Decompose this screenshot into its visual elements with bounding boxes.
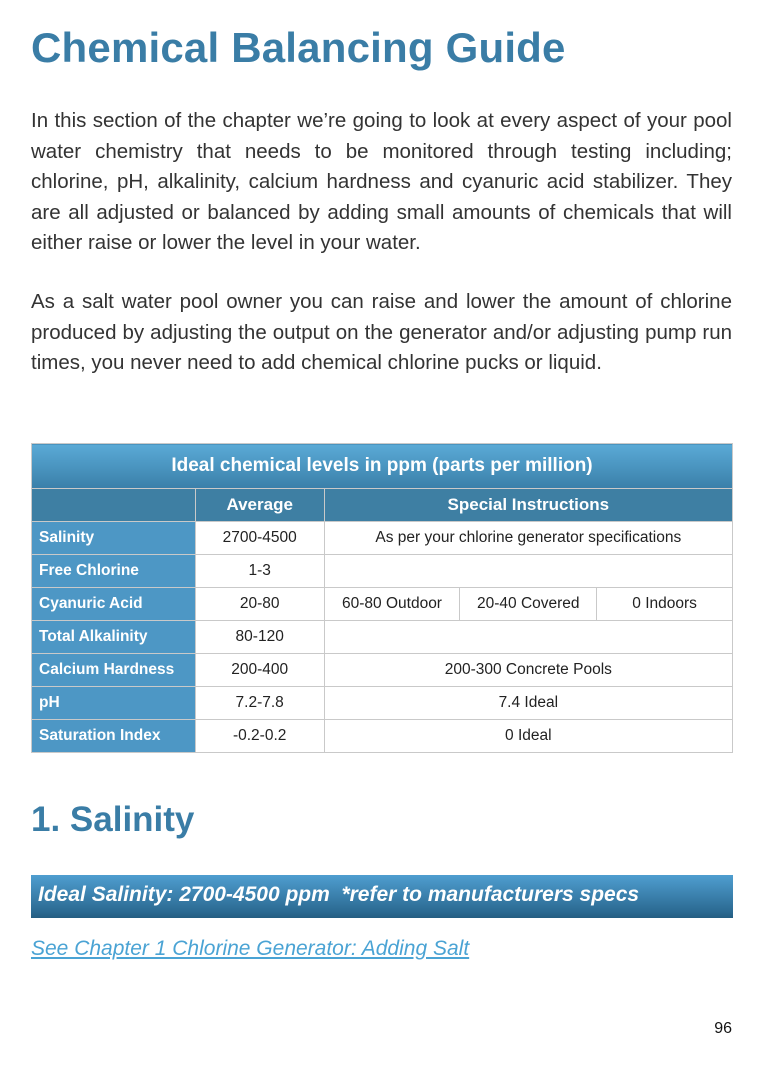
special-instruction: 60-80 Outdoor bbox=[324, 588, 460, 621]
average-value: 200-400 bbox=[195, 654, 324, 687]
section-title: 1. Salinity bbox=[31, 800, 195, 839]
table-row bbox=[32, 687, 733, 720]
special-instruction: 7.4 Ideal bbox=[324, 687, 732, 720]
average-value: 2700-4500 bbox=[195, 522, 324, 555]
average-value: -0.2-0.2 bbox=[195, 720, 324, 753]
table-row bbox=[32, 720, 733, 753]
row-label: Saturation Index bbox=[32, 720, 196, 753]
special-instruction: 20-40 Covered bbox=[460, 588, 597, 621]
average-value: 80-120 bbox=[195, 621, 324, 654]
page-number: 96 bbox=[714, 1020, 732, 1037]
chemical-levels-table bbox=[31, 443, 733, 753]
row-label: Calcium Hardness bbox=[32, 654, 196, 687]
header-average: Average bbox=[195, 489, 324, 522]
row-label: Salinity bbox=[32, 522, 196, 555]
table-caption: Ideal chemical levels in ppm (parts per million) bbox=[32, 444, 733, 489]
header-special-instructions: Special Instructions bbox=[324, 489, 732, 522]
header-blank bbox=[32, 489, 196, 522]
row-label: Total Alkalinity bbox=[32, 621, 196, 654]
special-instruction bbox=[324, 621, 732, 654]
table-row bbox=[32, 555, 733, 588]
table-row bbox=[32, 621, 733, 654]
row-label: Free Chlorine bbox=[32, 555, 196, 588]
special-instruction: 200-300 Concrete Pools bbox=[324, 654, 732, 687]
table-row bbox=[32, 588, 733, 621]
special-instruction: As per your chlorine generator specifications bbox=[324, 522, 732, 555]
row-label: pH bbox=[32, 687, 196, 720]
row-label: Cyanuric Acid bbox=[32, 588, 196, 621]
table-row bbox=[32, 654, 733, 687]
ideal-salinity-banner: Ideal Salinity: 2700-4500 ppm *refer to manufacturers specs bbox=[31, 875, 733, 918]
average-value: 1-3 bbox=[195, 555, 324, 588]
salt-owner-paragraph: As a salt water pool owner you can raise and lower the amount of chlorine produced by adjusting the output on the generator and/or adjusting pump run times, you never need to add chemical chlorine pucks or liquid. bbox=[31, 290, 732, 374]
special-instruction: 0 Indoors bbox=[597, 588, 733, 621]
average-value: 20-80 bbox=[195, 588, 324, 621]
intro-paragraph: In this section of the chapter we’re going to look at every aspect of your pool water chemistry that needs to be monitored through testing including; chlorine, pH, alkalinity, calcium hardness and cyanuric acid stabilizer. They are all adjusted or balanced by adding small amounts of chemicals that will either raise or lower the level in your water. bbox=[31, 109, 732, 254]
page-title: Chemical Balancing Guide bbox=[31, 24, 566, 71]
special-instruction bbox=[324, 555, 732, 588]
chapter-link[interactable]: See Chapter 1 Chlorine Generator: Adding Salt bbox=[31, 937, 470, 960]
table-row bbox=[32, 522, 733, 555]
special-instruction: 0 Ideal bbox=[324, 720, 732, 753]
average-value: 7.2-7.8 bbox=[195, 687, 324, 720]
